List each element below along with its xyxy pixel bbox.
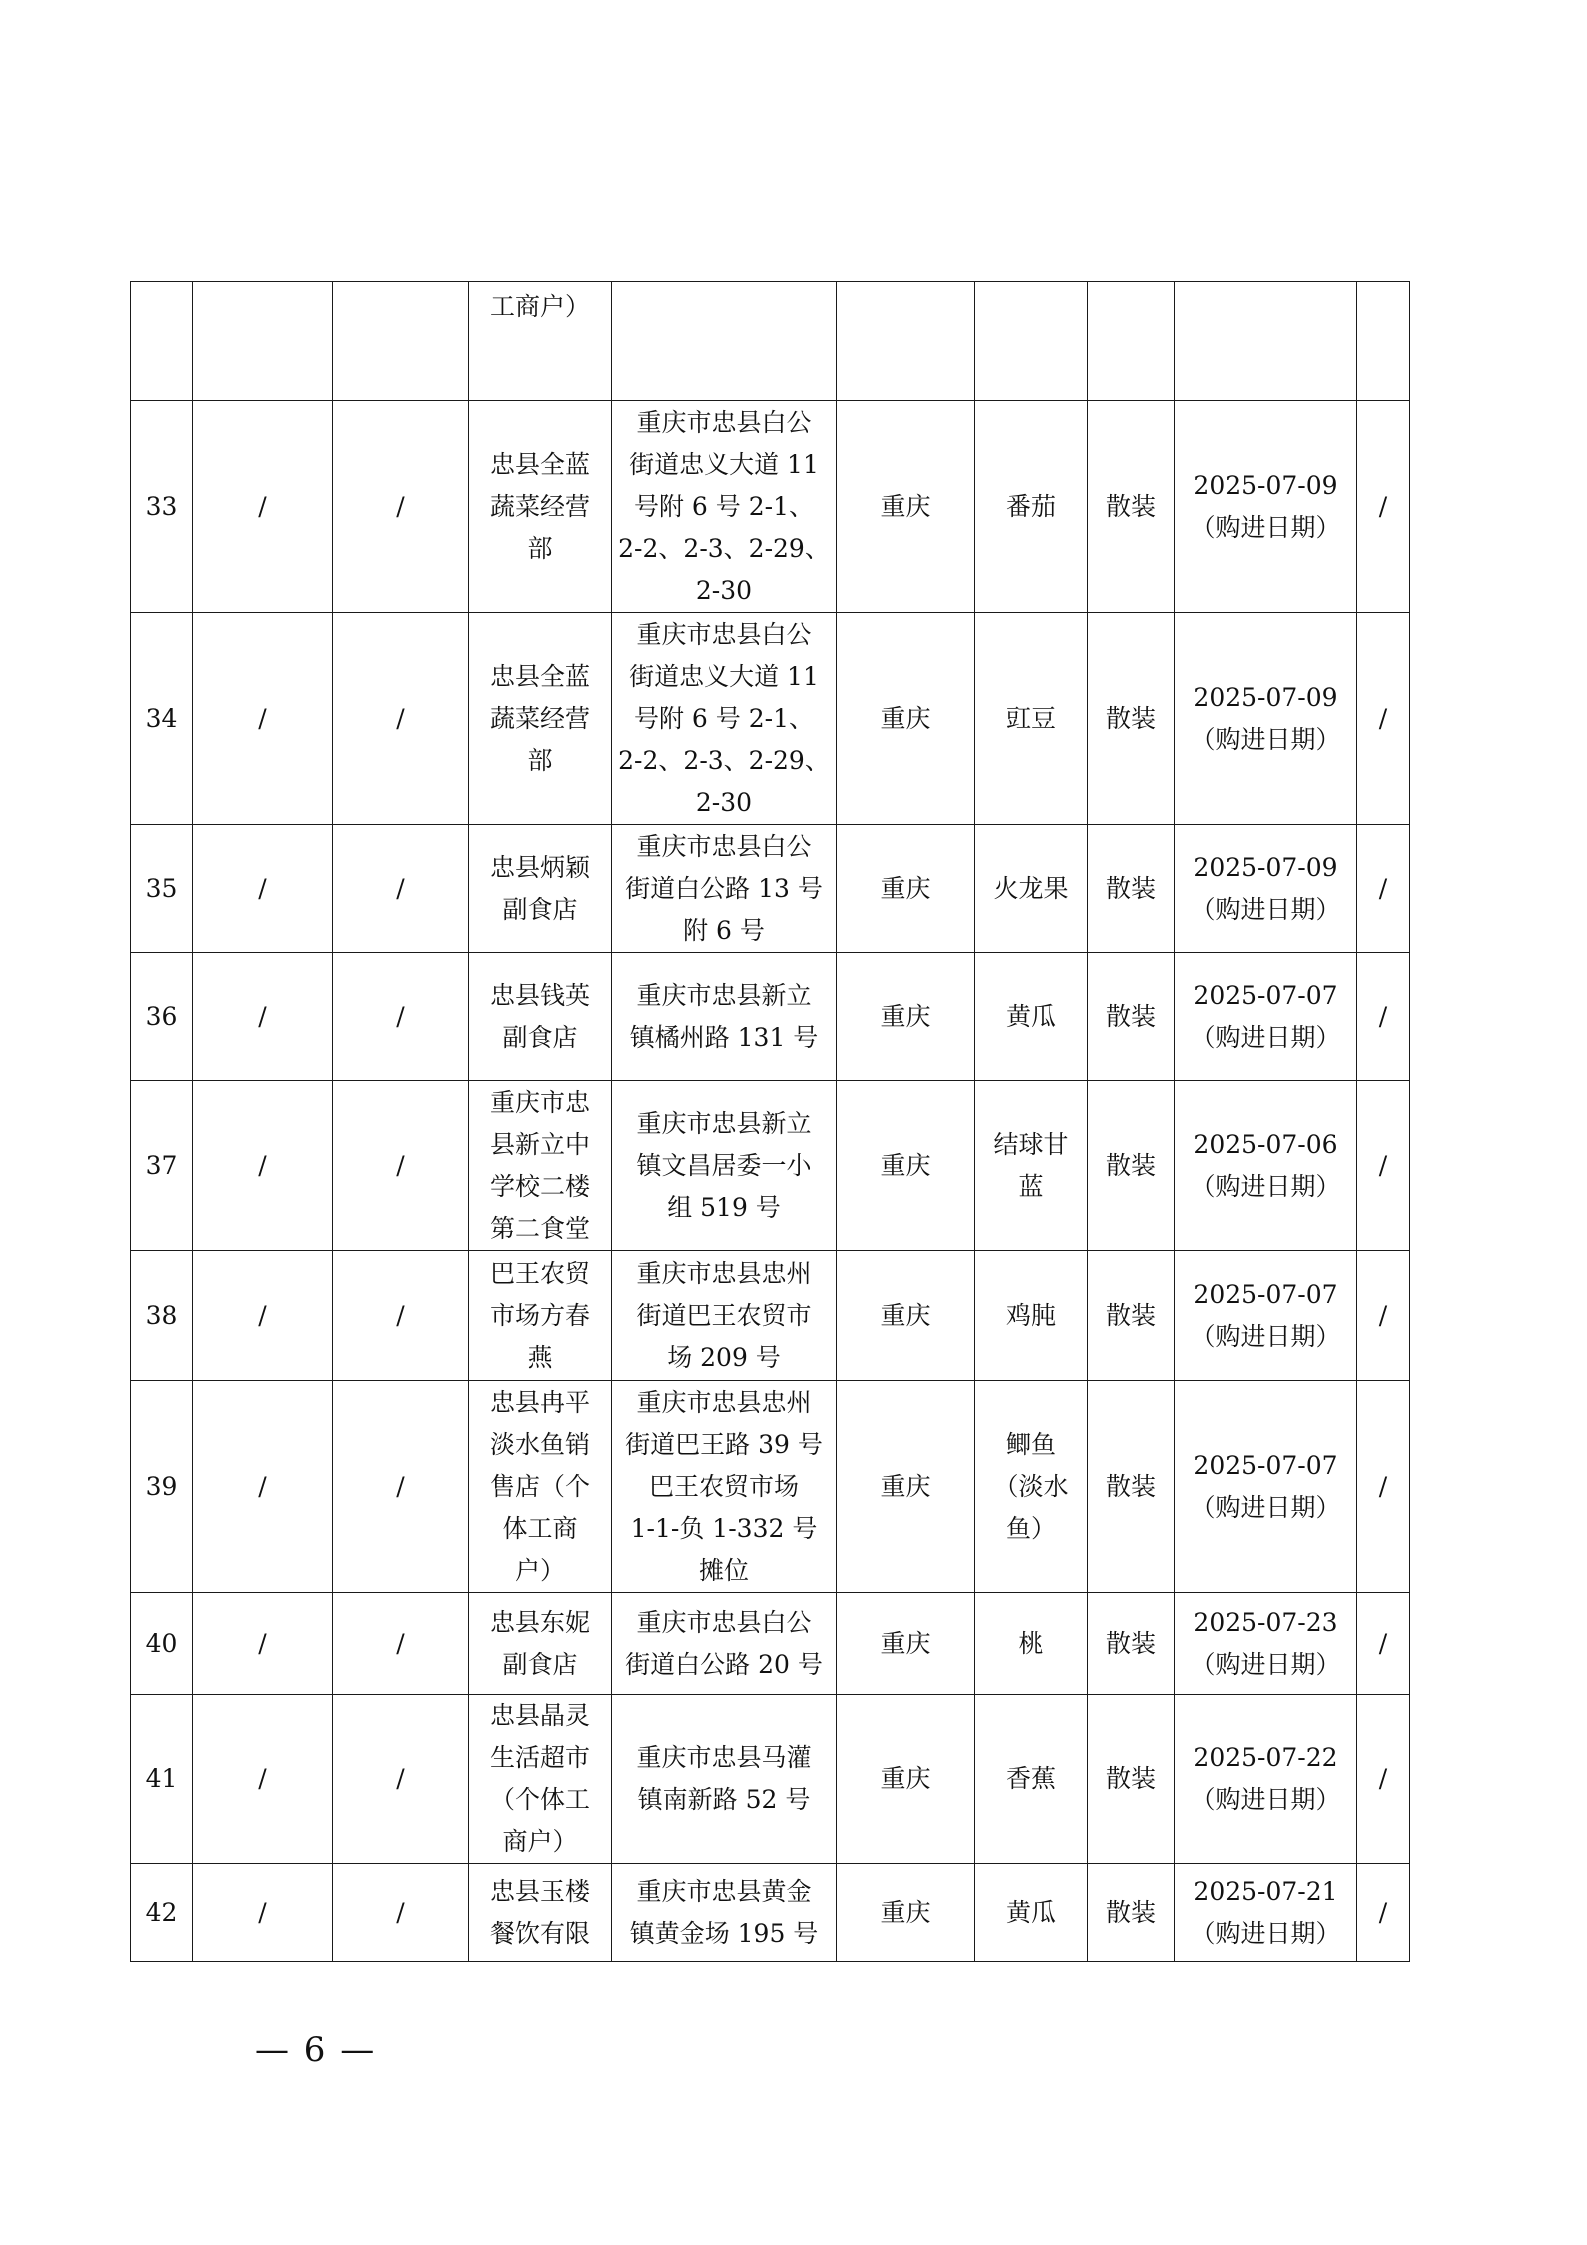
row-number-cell: 41: [131, 1695, 193, 1864]
product-name-cell: 番茄: [975, 401, 1088, 613]
origin-cell: [837, 282, 975, 401]
business-name-cell: 重庆市忠 县新立中 学校二楼 第二食堂: [469, 1081, 612, 1251]
blank-column-cell-1: /: [193, 953, 333, 1081]
product-name-cell: 豇豆: [975, 613, 1088, 825]
blank-column-cell-2: /: [333, 953, 469, 1081]
packaging-cell: 散装: [1088, 1695, 1175, 1864]
packaging-cell: 散装: [1088, 401, 1175, 613]
row-number-cell: 42: [131, 1864, 193, 1962]
business-name-cell: 忠县晶灵 生活超市 （个体工 商户）: [469, 1695, 612, 1864]
blank-column-cell-2: [333, 282, 469, 401]
packaging-cell: 散装: [1088, 1864, 1175, 1962]
date-cell: 2025-07-07 （购进日期）: [1175, 953, 1357, 1081]
date-cell: 2025-07-23 （购进日期）: [1175, 1593, 1357, 1695]
remark-cell: /: [1357, 401, 1410, 613]
blank-column-cell-2: /: [333, 1251, 469, 1381]
date-cell: 2025-07-07 （购进日期）: [1175, 1381, 1357, 1593]
date-cell: 2025-07-21 （购进日期）: [1175, 1864, 1357, 1962]
table-row: [131, 1593, 1410, 1695]
business-name-cell: 忠县东妮 副食店: [469, 1593, 612, 1695]
blank-column-cell-1: /: [193, 1381, 333, 1593]
date-cell: 2025-07-09 （购进日期）: [1175, 613, 1357, 825]
origin-cell: 重庆: [837, 613, 975, 825]
date-cell: 2025-07-06 （购进日期）: [1175, 1081, 1357, 1251]
blank-column-cell-1: /: [193, 1695, 333, 1864]
row-number-cell: [131, 282, 193, 401]
business-name-cell: 忠县玉楼 餐饮有限: [469, 1864, 612, 1962]
product-name-cell: 香蕉: [975, 1695, 1088, 1864]
table-row: [131, 1381, 1410, 1593]
table-row: [131, 825, 1410, 953]
table-row: [131, 953, 1410, 1081]
packaging-cell: 散装: [1088, 1381, 1175, 1593]
remark-cell: /: [1357, 1593, 1410, 1695]
address-cell: 重庆市忠县白公 街道白公路 13 号 附 6 号: [612, 825, 837, 953]
product-name-cell: 鸡肫: [975, 1251, 1088, 1381]
blank-column-cell-1: [193, 282, 333, 401]
product-name-cell: [975, 282, 1088, 401]
blank-column-cell-2: /: [333, 825, 469, 953]
table-body: [131, 282, 1410, 1962]
origin-cell: 重庆: [837, 401, 975, 613]
row-number-cell: 34: [131, 613, 193, 825]
origin-cell: 重庆: [837, 1593, 975, 1695]
remark-cell: /: [1357, 825, 1410, 953]
address-cell: 重庆市忠县白公 街道白公路 20 号: [612, 1593, 837, 1695]
table-row: [131, 1081, 1410, 1251]
table-row: [131, 401, 1410, 613]
blank-column-cell-1: /: [193, 1593, 333, 1695]
remark-cell: /: [1357, 1381, 1410, 1593]
date-cell: [1175, 282, 1357, 401]
business-name-cell: 忠县全蓝 蔬菜经营 部: [469, 613, 612, 825]
product-name-cell: 结球甘 蓝: [975, 1081, 1088, 1251]
blank-column-cell-2: /: [333, 401, 469, 613]
blank-column-cell-2: /: [333, 1864, 469, 1962]
business-name-cell: 忠县全蓝 蔬菜经营 部: [469, 401, 612, 613]
origin-cell: 重庆: [837, 1381, 975, 1593]
date-cell: 2025-07-22 （购进日期）: [1175, 1695, 1357, 1864]
remark-cell: /: [1357, 1695, 1410, 1864]
remark-cell: /: [1357, 613, 1410, 825]
blank-column-cell-1: /: [193, 1251, 333, 1381]
origin-cell: 重庆: [837, 825, 975, 953]
address-cell: 重庆市忠县忠州 街道巴王路 39 号 巴王农贸市场 1-1-负 1-332 号 摊位: [612, 1381, 837, 1593]
row-number-cell: 38: [131, 1251, 193, 1381]
remark-cell: [1357, 282, 1410, 401]
business-name-cell: 工商户）: [469, 282, 612, 401]
product-name-cell: 黄瓜: [975, 953, 1088, 1081]
address-cell: 重庆市忠县新立 镇文昌居委一小 组 519 号: [612, 1081, 837, 1251]
blank-column-cell-1: /: [193, 1864, 333, 1962]
origin-cell: 重庆: [837, 953, 975, 1081]
table-row: [131, 282, 1410, 401]
origin-cell: 重庆: [837, 1864, 975, 1962]
business-name-cell: 忠县冉平 淡水鱼销 售店（个 体工商 户）: [469, 1381, 612, 1593]
row-number-cell: 33: [131, 401, 193, 613]
address-cell: 重庆市忠县新立 镇橘州路 131 号: [612, 953, 837, 1081]
remark-cell: /: [1357, 953, 1410, 1081]
product-name-cell: 桃: [975, 1593, 1088, 1695]
address-cell: 重庆市忠县忠州 街道巴王农贸市 场 209 号: [612, 1251, 837, 1381]
packaging-cell: 散装: [1088, 1251, 1175, 1381]
product-name-cell: 火龙果: [975, 825, 1088, 953]
packaging-cell: 散装: [1088, 953, 1175, 1081]
packaging-cell: 散装: [1088, 1593, 1175, 1695]
page-number: — 6 —: [255, 2030, 377, 2070]
origin-cell: 重庆: [837, 1251, 975, 1381]
blank-column-cell-2: /: [333, 1695, 469, 1864]
address-cell: 重庆市忠县白公 街道忠义大道 11 号附 6 号 2-1、 2-2、2-3、2-29、 2-30: [612, 401, 837, 613]
blank-column-cell-2: /: [333, 1593, 469, 1695]
blank-column-cell-1: /: [193, 401, 333, 613]
remark-cell: /: [1357, 1081, 1410, 1251]
blank-column-cell-2: /: [333, 1081, 469, 1251]
row-number-cell: 37: [131, 1081, 193, 1251]
business-name-cell: 忠县钱英 副食店: [469, 953, 612, 1081]
date-cell: 2025-07-09 （购进日期）: [1175, 825, 1357, 953]
row-number-cell: 35: [131, 825, 193, 953]
address-cell: [612, 282, 837, 401]
date-cell: 2025-07-09 （购进日期）: [1175, 401, 1357, 613]
date-cell: 2025-07-07 （购进日期）: [1175, 1251, 1357, 1381]
address-cell: 重庆市忠县黄金 镇黄金场 195 号: [612, 1864, 837, 1962]
product-name-cell: 鲫鱼 （淡水 鱼）: [975, 1381, 1088, 1593]
address-cell: 重庆市忠县白公 街道忠义大道 11 号附 6 号 2-1、 2-2、2-3、2-29、 2-30: [612, 613, 837, 825]
origin-cell: 重庆: [837, 1695, 975, 1864]
origin-cell: 重庆: [837, 1081, 975, 1251]
remark-cell: /: [1357, 1251, 1410, 1381]
product-name-cell: 黄瓜: [975, 1864, 1088, 1962]
blank-column-cell-2: /: [333, 613, 469, 825]
sampling-results-table: [130, 281, 1410, 1962]
row-number-cell: 40: [131, 1593, 193, 1695]
table-row: [131, 1695, 1410, 1864]
remark-cell: /: [1357, 1864, 1410, 1962]
blank-column-cell-2: /: [333, 1381, 469, 1593]
packaging-cell: 散装: [1088, 1081, 1175, 1251]
row-number-cell: 36: [131, 953, 193, 1081]
packaging-cell: 散装: [1088, 825, 1175, 953]
business-name-cell: 忠县炳颖 副食店: [469, 825, 612, 953]
address-cell: 重庆市忠县马灌 镇南新路 52 号: [612, 1695, 837, 1864]
blank-column-cell-1: /: [193, 1081, 333, 1251]
row-number-cell: 39: [131, 1381, 193, 1593]
packaging-cell: 散装: [1088, 613, 1175, 825]
table-row: [131, 1864, 1410, 1962]
blank-column-cell-1: /: [193, 825, 333, 953]
packaging-cell: [1088, 282, 1175, 401]
blank-column-cell-1: /: [193, 613, 333, 825]
business-name-cell: 巴王农贸 市场方春 燕: [469, 1251, 612, 1381]
table-row: [131, 1251, 1410, 1381]
table-row: [131, 613, 1410, 825]
